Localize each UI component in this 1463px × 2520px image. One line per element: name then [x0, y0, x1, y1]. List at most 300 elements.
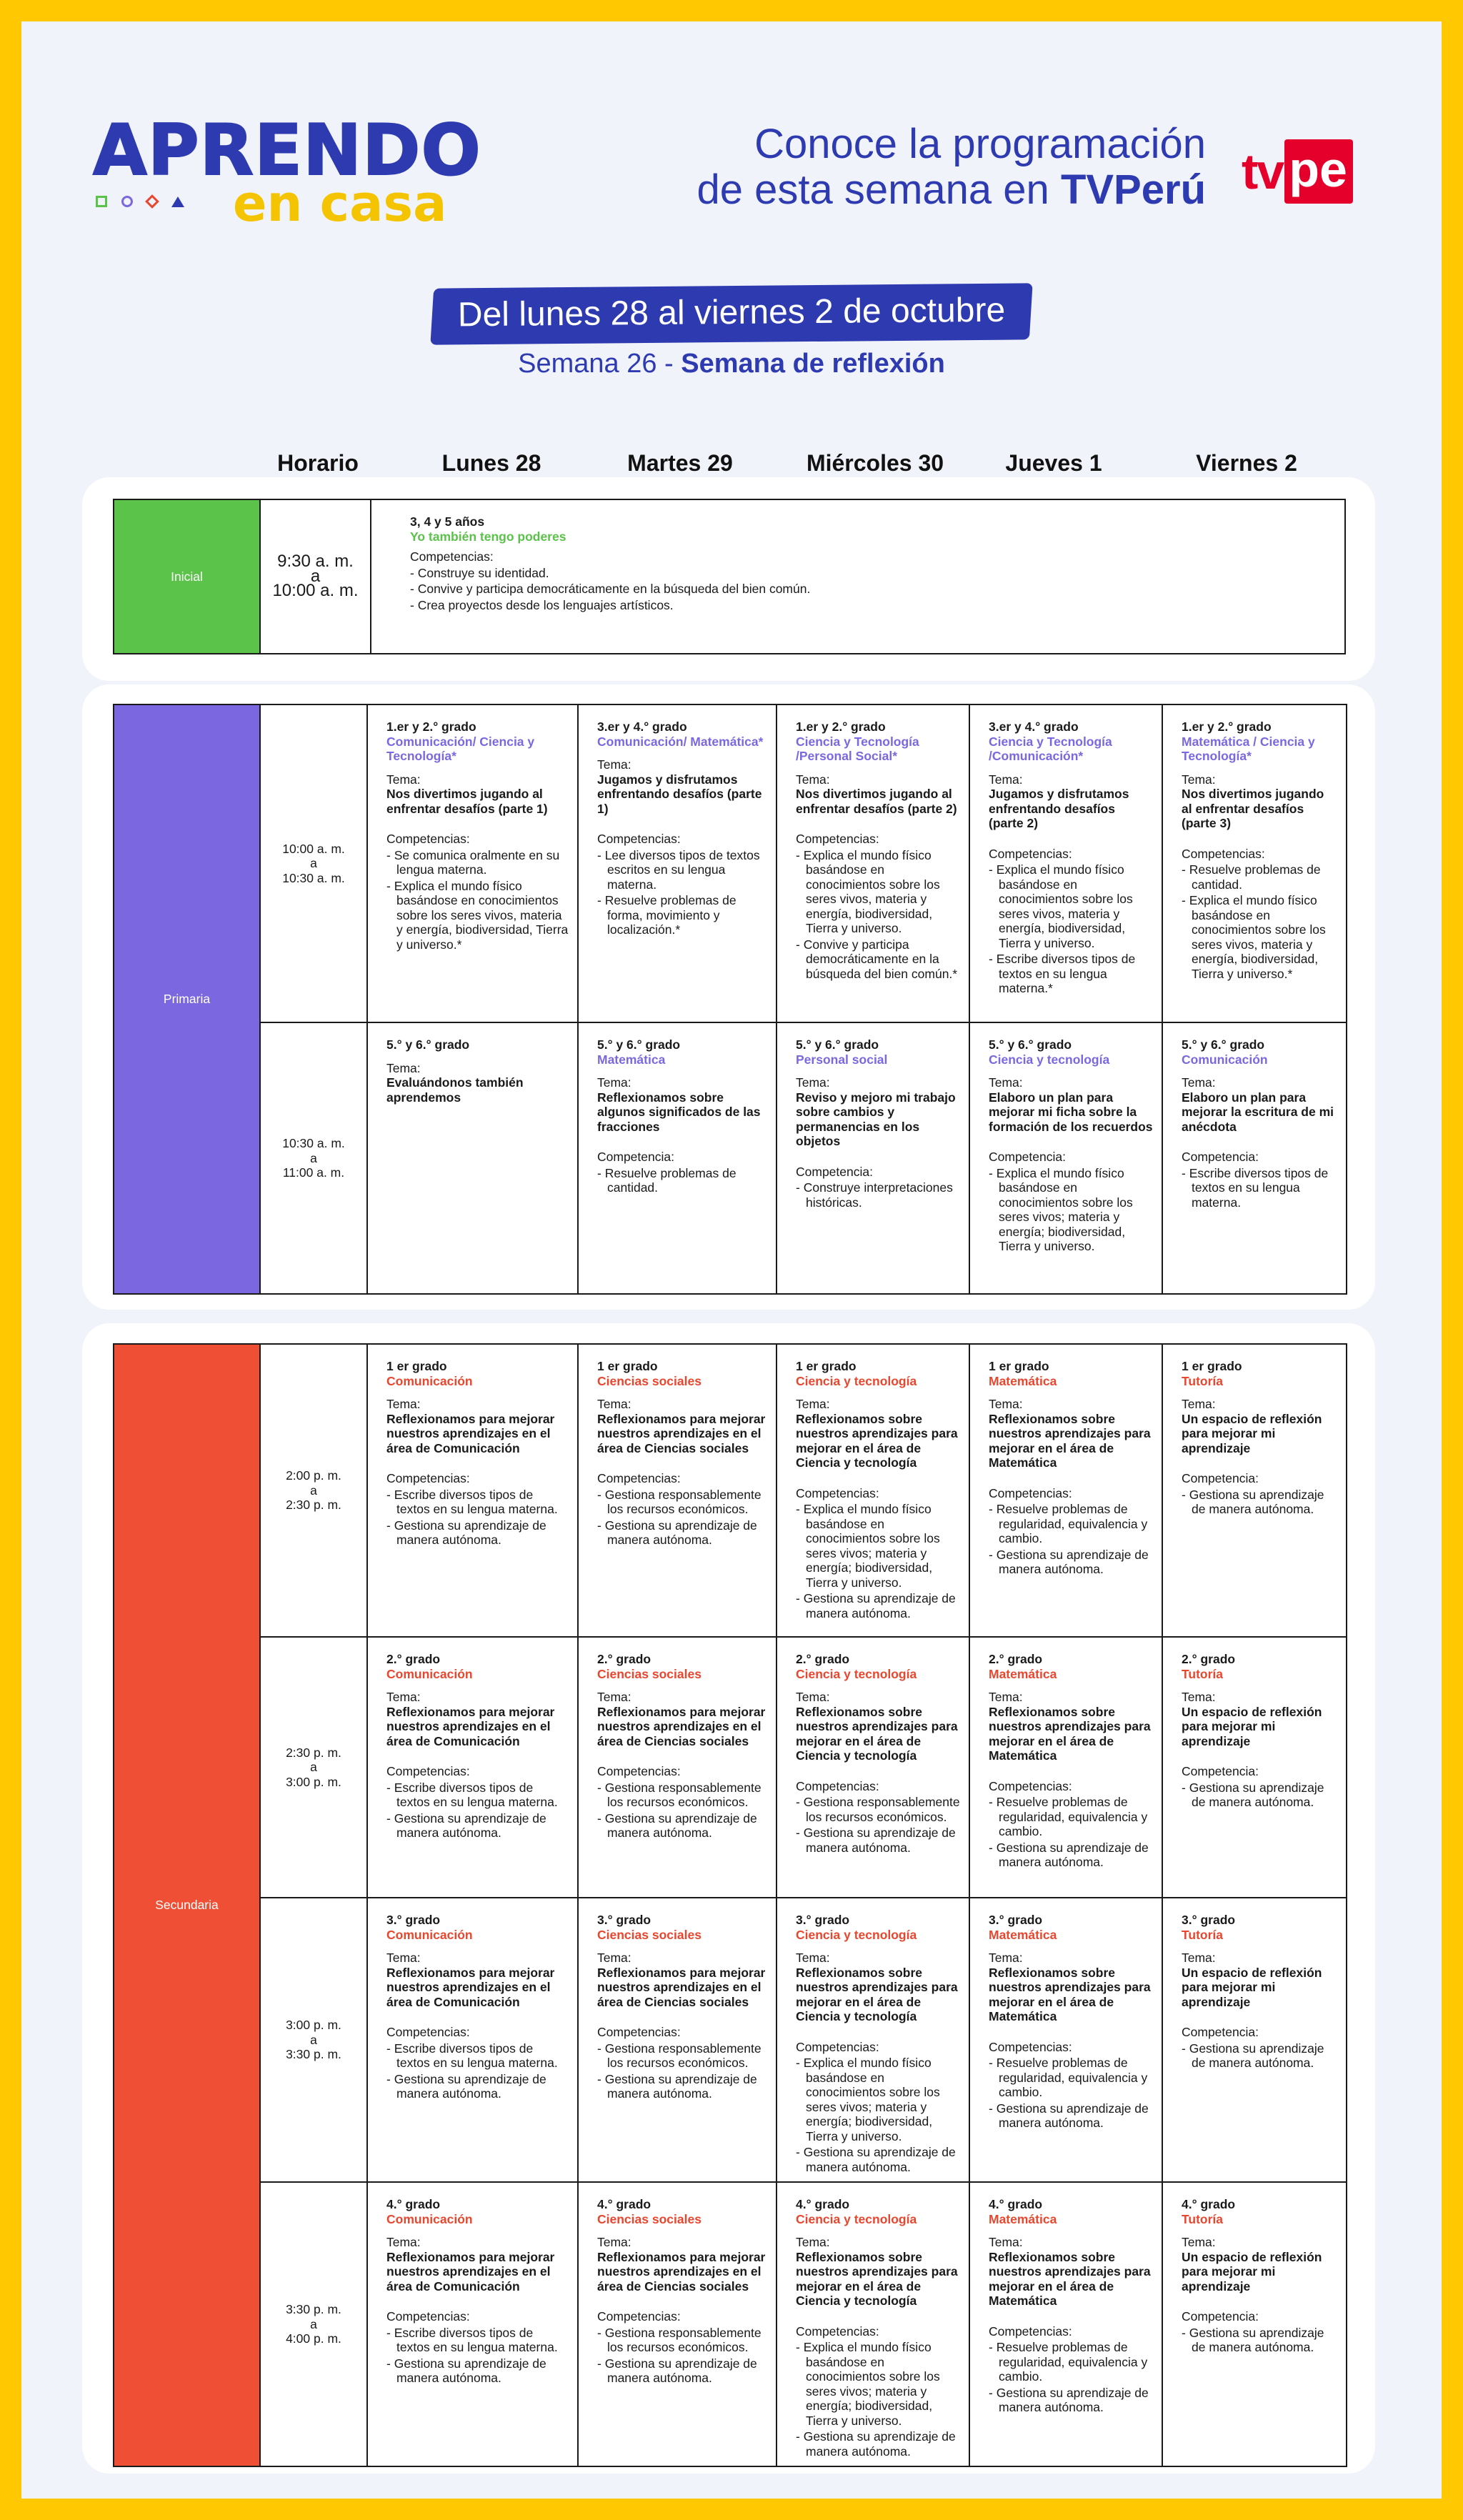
competencia-item: - Explica el mundo físico basándose en conocimientos sobre los seres vivos, materia y energía, biodiversidad, Tierra y universo.* — [1182, 893, 1337, 981]
competencias-list — [597, 2326, 767, 2386]
tema-title: Nos divertimos jugando al enfrentar desafíos (parte 3) — [1182, 787, 1324, 830]
program-cell — [578, 1637, 777, 1898]
grade-label: 3, 4 y 5 años — [410, 514, 485, 529]
grade-label: 5.° y 6.° grado — [386, 1037, 470, 1052]
grade-label: 1 er grado — [386, 1359, 447, 1373]
competencias-list — [386, 1488, 569, 1548]
table-row — [114, 1898, 1347, 2182]
grade-label: 4.° grado — [989, 2197, 1043, 2211]
column-header-lunes: Lunes 28 — [441, 450, 541, 476]
competencia-item: - Gestiona su aprendizaje de manera autónoma. — [1182, 2041, 1337, 2071]
area-label: Personal social — [796, 1052, 888, 1067]
tema-label: Tema: — [1182, 1397, 1216, 1411]
program-cell — [969, 2182, 1162, 2466]
tema-label: Tema: — [1182, 1951, 1216, 1965]
grade-label: 3.° grado — [386, 1913, 441, 1927]
tema-title: Reflexionamos sobre nuestros aprendizajes para mejorar en el área de Matemática — [989, 2249, 1151, 2308]
triangle-icon — [171, 196, 184, 207]
program-cell — [969, 1637, 1162, 1898]
tvpe-logo-pe: pe — [1284, 139, 1353, 204]
competencia-item: - Explica el mundo físico basándose en conocimientos sobre los seres vivos, materia y energía, biodiversidad, Tierra y universo. — [796, 848, 960, 936]
competencia-item: - Gestiona su aprendizaje de manera autónoma. — [796, 2429, 960, 2459]
table-row — [114, 1344, 1347, 1637]
square-icon — [96, 196, 107, 207]
time-cell — [260, 1898, 367, 2182]
date-banner-wrap — [0, 286, 1463, 342]
competencia-item: - Gestiona su aprendizaje de manera autónoma. — [989, 1841, 1153, 1870]
grade-label: 5.° y 6.° grado — [989, 1037, 1072, 1052]
competencias-label: Competencia: — [1182, 2025, 1259, 2039]
competencias-list — [410, 566, 1336, 613]
grade-label: 2.° grado — [796, 1652, 850, 1666]
tema-label: Tema: — [386, 1951, 421, 1965]
time-cell — [260, 1344, 367, 1637]
competencia-item: - Gestiona su aprendizaje de manera autónoma. — [1182, 2326, 1337, 2355]
competencias-label: Competencias: — [989, 2039, 1072, 2054]
competencias-list — [989, 1795, 1153, 1870]
tema-label: Tema: — [597, 2235, 631, 2249]
program-cell — [777, 704, 969, 1022]
competencias-label: Competencia: — [1182, 1764, 1259, 1778]
tema-title: Reflexionamos sobre nuestros aprendizajes para mejorar en el área de Ciencia y tecnología — [796, 1704, 958, 1763]
time-end: 4:00 p. m. — [286, 2331, 341, 2346]
program-cell — [1162, 2182, 1347, 2466]
program-cell — [1162, 1898, 1347, 2182]
competencia-item: - Resuelve problemas de regularidad, equivalencia y cambio. — [989, 1795, 1153, 1839]
area-label: Tutoría — [1182, 1927, 1224, 1942]
tema-label: Tema: — [597, 1075, 631, 1090]
tema-label: Tema: — [796, 1690, 830, 1704]
program-cell — [367, 1344, 578, 1637]
tema-title: Nos divertimos jugando al enfrentar desafíos (parte 2) — [796, 787, 957, 816]
competencias-label: Competencias: — [597, 832, 681, 846]
tema-title: Jugamos y disfrutamos enfrentando desafíos (parte 2) — [989, 787, 1129, 830]
tema-title: Reflexionamos para mejorar nuestros aprendizajes en el área de Ciencias sociales — [597, 1965, 766, 2009]
area-label: Comunicación — [386, 1927, 473, 1942]
logo-sub-text: en casa — [233, 174, 447, 233]
time-sep: a — [310, 1483, 317, 1498]
competencias-list — [796, 1502, 960, 1620]
competencia-item: - Gestiona su aprendizaje de manera autónoma. — [796, 1591, 960, 1620]
competencia-item: - Gestiona responsablemente los recursos económicos. — [796, 1795, 960, 1824]
area-label: Comunicación/ Matemática* — [597, 734, 764, 749]
competencias-label: Competencias: — [386, 1764, 470, 1778]
inicial-table — [113, 499, 1346, 654]
grade-label: 5.° y 6.° grado — [597, 1037, 681, 1052]
competencia-item: - Crea proyectos desde los lenguajes artísticos. — [410, 598, 1336, 613]
date-banner — [430, 283, 1032, 344]
tema-label: Tema: — [597, 1690, 631, 1704]
program-cell — [367, 1022, 578, 1294]
tema-title: Reflexionamos para mejorar nuestros aprendizajes en el área de Comunicación — [386, 1965, 555, 2009]
competencia-item: - Escribe diversos tipos de textos en su lengua materna. — [386, 2041, 569, 2071]
competencias-list — [796, 2340, 960, 2459]
competencias-list — [597, 2041, 767, 2101]
competencia-item: - Resuelve problemas de regularidad, equivalencia y cambio. — [989, 2056, 1153, 2100]
tema-label: Tema: — [796, 772, 830, 787]
program-cell — [367, 1898, 578, 2182]
tema-label: Tema: — [597, 1397, 631, 1411]
time-end: 2:30 p. m. — [286, 1498, 341, 1513]
competencia-item: - Gestiona su aprendizaje de manera autónoma. — [1182, 1488, 1337, 1517]
program-cell — [1162, 1022, 1347, 1294]
competencia-item: - Resuelve problemas de regularidad, equivalencia y cambio. — [989, 2340, 1153, 2384]
competencia-item: - Gestiona su aprendizaje de manera autónoma. — [597, 2072, 767, 2101]
grade-label: 3.er y 4.° grado — [989, 719, 1079, 734]
week-subtitle — [0, 349, 1463, 379]
competencias-list — [597, 1166, 767, 1195]
area-label: Comunicación — [386, 2211, 473, 2226]
area-label: Ciencia y tecnología — [989, 1052, 1110, 1067]
program-cell — [578, 1898, 777, 2182]
competencia-item: - Gestiona su aprendizaje de manera autónoma. — [597, 2356, 767, 2386]
time-start: 10:30 a. m. — [282, 1136, 345, 1151]
program-cell — [969, 1022, 1162, 1294]
tema-label: Tema: — [989, 1075, 1023, 1090]
tema-label: Tema: — [989, 1690, 1023, 1704]
table-row — [114, 1637, 1347, 1898]
tema-label: Tema: — [989, 772, 1023, 787]
competencia-item: - Lee diversos tipos de textos escritos en su lengua materna. — [597, 848, 767, 892]
competencia-item: - Resuelve problemas de cantidad. — [1182, 862, 1337, 892]
tema-label: Tema: — [386, 1060, 421, 1075]
competencias-label: Competencias: — [386, 2025, 470, 2039]
program-cell — [777, 1898, 969, 2182]
area-label: Ciencia y tecnología — [796, 1666, 917, 1681]
area-label: Ciencia y tecnología — [796, 1927, 917, 1942]
time-end: 3:30 p. m. — [286, 2047, 341, 2062]
tema-title: Un espacio de reflexión para mejorar mi aprendizaje — [1182, 1965, 1322, 2009]
tvperu-logo — [1242, 136, 1369, 207]
competencia-item: - Gestiona responsablemente los recursos económicos. — [597, 2041, 767, 2071]
area-label: Ciencia y tecnología — [796, 2211, 917, 2226]
tema-label: Tema: — [1182, 772, 1216, 787]
level-label-secundaria: Secundaria — [114, 1344, 260, 2466]
competencias-label: Competencias: — [597, 2025, 681, 2039]
competencias-label: Competencias: — [796, 1485, 879, 1500]
area-label: Matemática — [989, 1373, 1057, 1388]
time-sep: a — [310, 2032, 317, 2047]
competencias-list — [386, 2041, 569, 2101]
time-end: 3:00 p. m. — [286, 1774, 341, 1789]
competencias-list — [796, 2056, 960, 2174]
competencia-item: - Gestiona su aprendizaje de manera autónoma. — [386, 2356, 569, 2386]
area-label: Matemática — [597, 1052, 666, 1067]
aprendo-en-casa-logo — [93, 110, 481, 233]
area-label: Ciencia y Tecnología /Personal Social* — [796, 734, 919, 763]
tema-title: Nos divertimos jugando al enfrentar desafíos (parte 1) — [386, 787, 548, 816]
competencias-list — [597, 1488, 767, 1548]
competencia-item: - Convive y participa democráticamente en la búsqueda del bien común. — [410, 582, 1336, 597]
grade-label: 3.° grado — [597, 1913, 651, 1927]
competencias-list — [796, 1795, 960, 1855]
tema-title: Un espacio de reflexión para mejorar mi aprendizaje — [1182, 1411, 1322, 1455]
area-label: Matemática — [989, 1927, 1057, 1942]
headline — [696, 121, 1206, 213]
grade-label: 3.er y 4.° grado — [597, 719, 687, 734]
tema-title: Reflexionamos sobre nuestros aprendizajes para mejorar en el área de Matemática — [989, 1411, 1151, 1470]
time-start: 10:00 a. m. — [282, 841, 345, 856]
time-cell — [260, 499, 371, 654]
competencia-item: - Escribe diversos tipos de textos en su lengua materna. — [386, 2326, 569, 2355]
competencias-list — [1182, 1488, 1337, 1517]
time-sep: a — [310, 566, 321, 586]
competencias-list — [1182, 1781, 1337, 1810]
grade-label: 3.° grado — [796, 1913, 850, 1927]
tema-title: Reflexionamos para mejorar nuestros aprendizajes en el área de Comunicación — [386, 2249, 555, 2294]
tema-title: Un espacio de reflexión para mejorar mi aprendizaje — [1182, 2249, 1322, 2294]
time-cell — [260, 704, 367, 1022]
week-number: Semana 26 - — [518, 349, 681, 379]
competencia-item: - Convive y participa democráticamente en la búsqueda del bien común.* — [796, 937, 960, 982]
area-label: Ciencias sociales — [597, 2211, 701, 2226]
area-label: Ciencias sociales — [597, 1373, 701, 1388]
tema-label: Tema: — [597, 757, 631, 772]
area-label: Comunicación — [386, 1373, 473, 1388]
column-header-miercoles: Miércoles 30 — [806, 450, 944, 476]
competencias-list — [1182, 1166, 1337, 1210]
table-row — [114, 1022, 1347, 1294]
week-theme: Semana de reflexión — [681, 349, 945, 379]
competencia-item: - Escribe diversos tipos de textos en su lengua materna. — [1182, 1166, 1337, 1210]
table-row — [114, 704, 1347, 1022]
grade-label: 5.° y 6.° grado — [796, 1037, 879, 1052]
time-sep: a — [310, 1760, 317, 1775]
competencia-item: - Gestiona responsablemente los recursos económicos. — [597, 2326, 767, 2355]
tema-label: Tema: — [1182, 1690, 1216, 1704]
competencias-label: Competencias: — [989, 2324, 1072, 2339]
tema-title: Reflexionamos sobre algunos significados de las fracciones — [597, 1090, 761, 1134]
program-cell — [1162, 704, 1347, 1022]
competencias-label: Competencia: — [1182, 2309, 1259, 2324]
grade-label: 1.er y 2.° grado — [1182, 719, 1272, 734]
competencia-item: - Gestiona su aprendizaje de manera autónoma. — [796, 2145, 960, 2174]
competencias-label: Competencias: — [796, 1778, 879, 1793]
tema-title: Evaluándonos también aprendemos — [386, 1075, 524, 1105]
column-header-viernes: Viernes 2 — [1196, 450, 1297, 476]
competencias-list — [989, 2340, 1153, 2415]
competencias-label: Competencias: — [796, 832, 879, 846]
tema-title: Reflexionamos para mejorar nuestros aprendizajes en el área de Comunicación — [386, 1704, 555, 1748]
competencias-label: Competencias: — [410, 549, 494, 564]
program-cell — [367, 1637, 578, 1898]
competencia-item: - Gestiona su aprendizaje de manera autónoma. — [597, 1811, 767, 1841]
competencias-label: Competencia: — [796, 1164, 873, 1179]
area-label: Comunicación/ Ciencia y Tecnología* — [386, 734, 535, 763]
competencia-item: - Escribe diversos tipos de textos en su lengua materna.* — [989, 952, 1153, 996]
primaria-table — [113, 704, 1347, 1295]
grade-label: 1 er grado — [796, 1359, 857, 1373]
secundaria-table — [113, 1343, 1347, 2467]
tvpe-logo-tv: tv — [1242, 144, 1284, 199]
headline-line1: Conoce la programación — [754, 121, 1206, 167]
competencia-item: - Escribe diversos tipos de textos en su lengua materna. — [386, 1488, 569, 1517]
competencia-item: - Explica el mundo físico basándose en conocimientos sobre los seres vivos; materia y energía; biodiversidad, Tierra y universo. — [796, 2340, 960, 2428]
competencias-list — [386, 848, 569, 952]
time-end: 11:00 a. m. — [282, 1165, 345, 1180]
tema-label: Tema: — [597, 1951, 631, 1965]
program-cell — [777, 1022, 969, 1294]
table-row — [114, 499, 1345, 654]
headline-line2-a: de esta semana en — [696, 166, 1061, 213]
grade-label: 3.° grado — [1182, 1913, 1236, 1927]
time-start: 9:30 a. m. — [277, 552, 354, 572]
competencia-item: - Resuelve problemas de cantidad. — [597, 1166, 767, 1195]
competencia-item: - Construye su identidad. — [410, 566, 1336, 581]
logo-main-text: APRENDO — [93, 110, 481, 191]
competencia-item: - Explica el mundo físico basándose en conocimientos sobre los seres vivos; materia y energía; biodiversidad, Tierra y universo. — [796, 2056, 960, 2143]
tema-label: Tema: — [989, 2235, 1023, 2249]
competencias-label: Competencia: — [1182, 1471, 1259, 1485]
competencias-label: Competencias: — [597, 1764, 681, 1778]
tema-title: Reviso y mejoro mi trabajo sobre cambios y permanencias en los objetos — [796, 1090, 956, 1148]
time-start: 3:30 p. m. — [286, 2302, 341, 2317]
tema-label: Tema: — [796, 2235, 830, 2249]
program-cell — [969, 1344, 1162, 1637]
program-cell — [578, 704, 777, 1022]
tema-label: Tema: — [796, 1397, 830, 1411]
program-cell — [1162, 1637, 1347, 1898]
competencias-label: Competencias: — [597, 1471, 681, 1485]
tema-label: Tema: — [386, 1690, 421, 1704]
grade-label: 1.er y 2.° grado — [386, 719, 476, 734]
competencia-item: - Explica el mundo físico basándose en conocimientos sobre los seres vivos; materia y energía; biodiversidad, Tierra y universo. — [796, 1502, 960, 1590]
competencias-label: Competencias: — [1182, 846, 1265, 861]
competencias-label: Competencias: — [796, 2324, 879, 2339]
area-label: Comunicación — [386, 1666, 473, 1681]
grade-label: 2.° grado — [597, 1652, 651, 1666]
competencias-label: Competencia: — [1182, 1150, 1259, 1164]
tema-title: Elaboro un plan para mejorar mi ficha sobre la formación de los recuerdos — [989, 1090, 1153, 1134]
time-start: 2:30 p. m. — [286, 1745, 341, 1760]
competencias-list — [989, 862, 1153, 996]
tema-title: Un espacio de reflexión para mejorar mi aprendizaje — [1182, 1704, 1322, 1748]
competencias-list — [989, 1502, 1153, 1577]
time-end: 10:30 a. m. — [282, 870, 345, 885]
tema-title: Reflexionamos sobre nuestros aprendizajes para mejorar en el área de Ciencia y tecnología — [796, 1965, 958, 2023]
program-title: Yo también tengo poderes — [410, 529, 566, 544]
grade-label: 1 er grado — [989, 1359, 1049, 1373]
competencias-label: Competencias: — [989, 1485, 1072, 1500]
table-row — [114, 2182, 1347, 2466]
competencia-item: - Construye interpretaciones históricas. — [796, 1180, 960, 1210]
competencias-list — [1182, 862, 1337, 981]
competencias-list — [989, 1166, 1153, 1254]
program-cell — [578, 2182, 777, 2466]
grade-label: 2.° grado — [386, 1652, 441, 1666]
competencias-list — [386, 2326, 569, 2386]
competencia-item: - Gestiona su aprendizaje de manera autónoma. — [796, 1826, 960, 1855]
competencia-item: - Gestiona responsablemente los recursos económicos. — [597, 1488, 767, 1517]
program-cell — [969, 1898, 1162, 2182]
time-sep: a — [310, 856, 317, 871]
area-label: Tutoría — [1182, 2211, 1224, 2226]
area-label: Matemática — [989, 2211, 1057, 2226]
competencias-label: Competencia: — [989, 1150, 1066, 1164]
program-cell — [367, 704, 578, 1022]
time-sep: a — [310, 2316, 317, 2331]
tema-label: Tema: — [796, 1075, 830, 1090]
tema-title: Reflexionamos sobre nuestros aprendizajes para mejorar en el área de Matemática — [989, 1965, 1151, 2023]
competencias-list — [1182, 2041, 1337, 2071]
competencia-item: - Se comunica oralmente en su lengua materna. — [386, 848, 569, 877]
grade-label: 4.° grado — [1182, 2197, 1236, 2211]
competencia-item: - Resuelve problemas de regularidad, equivalencia y cambio. — [989, 1502, 1153, 1546]
tema-label: Tema: — [1182, 1075, 1216, 1090]
competencias-label: Competencias: — [386, 2309, 470, 2324]
grade-label: 2.° grado — [989, 1652, 1043, 1666]
area-label: Ciencia y tecnología — [796, 1373, 917, 1388]
competencia-item: - Gestiona su aprendizaje de manera autónoma. — [989, 2101, 1153, 2131]
program-cell — [578, 1022, 777, 1294]
headline-line2 — [696, 167, 1206, 213]
tema-label: Tema: — [386, 2235, 421, 2249]
grade-label: 1.er y 2.° grado — [796, 719, 886, 734]
competencias-label: Competencias: — [796, 2039, 879, 2054]
area-label: Comunicación — [1182, 1052, 1268, 1067]
program-cell — [578, 1344, 777, 1637]
area-label: Tutoría — [1182, 1666, 1224, 1681]
date-banner-text: Del lunes 28 al viernes 2 de octubre — [457, 291, 1006, 334]
grade-label: 1 er grado — [1182, 1359, 1242, 1373]
time-start: 3:00 p. m. — [286, 2018, 341, 2033]
competencias-list — [386, 1781, 569, 1841]
competencia-item: - Gestiona responsablemente los recursos económicos. — [597, 1781, 767, 1810]
tema-label: Tema: — [989, 1397, 1023, 1411]
level-label-inicial: Inicial — [114, 499, 260, 654]
competencia-item: - Resuelve problemas de forma, movimiento y localización.* — [597, 893, 767, 937]
competencia-item: - Explica el mundo físico basándose en conocimientos sobre los seres vivos, materia y energía, biodiversidad, Tierra y universo. — [989, 862, 1153, 950]
tema-label: Tema: — [386, 1397, 421, 1411]
tema-label: Tema: — [989, 1951, 1023, 1965]
grade-label: 1 er grado — [597, 1359, 658, 1373]
area-label: Matemática / Ciencia y Tecnología* — [1182, 734, 1315, 763]
competencias-label: Competencias: — [597, 2309, 681, 2324]
time-end: 10:00 a. m. — [272, 581, 359, 601]
tema-label: Tema: — [1182, 2235, 1216, 2249]
competencia-item: - Gestiona su aprendizaje de manera autónoma. — [989, 1548, 1153, 1577]
column-header-martes: Martes 29 — [627, 450, 733, 476]
program-cell — [1162, 1344, 1347, 1637]
tema-title: Reflexionamos para mejorar nuestros aprendizajes en el área de Comunicación — [386, 1411, 555, 1455]
competencias-label: Competencia: — [597, 1150, 674, 1164]
tema-title: Reflexionamos sobre nuestros aprendizajes para mejorar en el área de Ciencia y tecnología — [796, 2249, 958, 2308]
competencia-item: - Explica el mundo físico basándose en conocimientos sobre los seres vivos; materia y energía; biodiversidad, Tierra y universo. — [989, 1166, 1153, 1254]
circle-icon — [121, 196, 133, 207]
competencia-item: - Gestiona su aprendizaje de manera autónoma. — [989, 2386, 1153, 2415]
program-cell — [777, 1637, 969, 1898]
tema-title: Reflexionamos sobre nuestros aprendizajes para mejorar en el área de Matemática — [989, 1704, 1151, 1763]
grade-label: 5.° y 6.° grado — [1182, 1037, 1265, 1052]
tema-label: Tema: — [386, 772, 421, 787]
tema-title: Jugamos y disfrutamos enfrentando desafíos (parte 1) — [597, 772, 762, 816]
competencias-label: Competencias: — [989, 846, 1072, 861]
time-sep: a — [310, 1150, 317, 1165]
tema-title: Reflexionamos para mejorar nuestros aprendizajes en el área de Ciencias sociales — [597, 1411, 766, 1455]
competencia-item: - Gestiona su aprendizaje de manera autónoma. — [386, 1811, 569, 1841]
competencia-item: - Escribe diversos tipos de textos en su lengua materna. — [386, 1781, 569, 1810]
tema-title: Reflexionamos para mejorar nuestros aprendizajes en el área de Ciencias sociales — [597, 2249, 766, 2294]
program-cell — [777, 2182, 969, 2466]
competencias-list — [796, 848, 960, 982]
area-label: Matemática — [989, 1666, 1057, 1681]
inicial-program-cell — [371, 499, 1345, 654]
time-start: 2:00 p. m. — [286, 1468, 341, 1483]
program-cell — [367, 2182, 578, 2466]
headline-line2-b: TVPerú — [1060, 166, 1206, 213]
time-cell — [260, 2182, 367, 2466]
program-cell — [969, 704, 1162, 1022]
